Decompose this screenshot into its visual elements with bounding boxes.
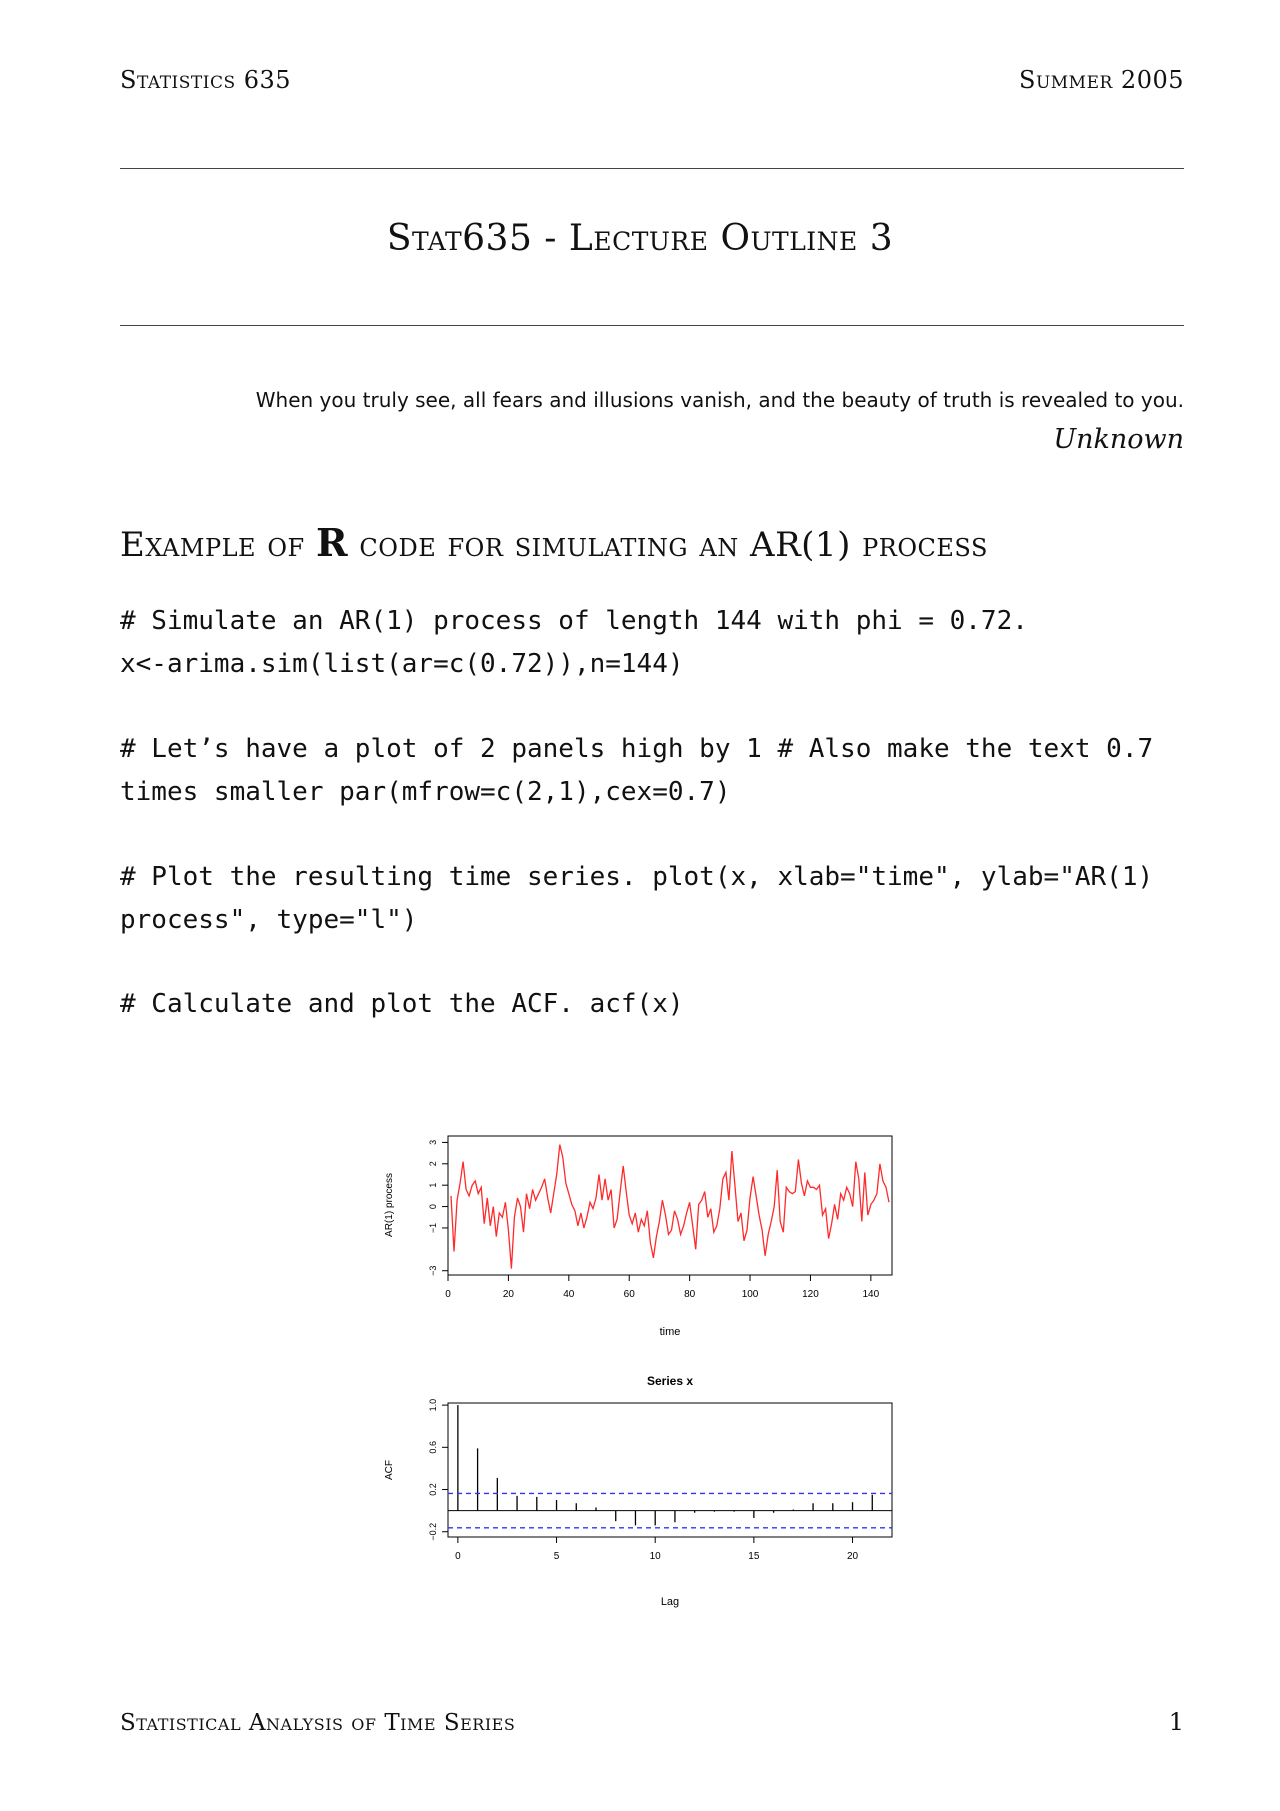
y-axis-label: ACF [384,1460,395,1480]
y-tick-label: −3 [428,1265,438,1276]
ar1-time-series-plot [380,1128,940,1358]
x-tick-label: 60 [623,1289,635,1300]
y-tick-label: 0.2 [428,1483,438,1496]
y-tick-label: 2 [428,1161,438,1167]
header-course: Statistics 635 [120,66,292,94]
top-rule [120,168,1184,169]
acf-plot [380,1360,940,1610]
y-tick-label: 0 [428,1204,438,1210]
y-axis-label: AR(1) process [384,1173,395,1237]
page-title: Stat635 - Lecture Outline 3 [386,218,894,259]
y-tick-label: 1.0 [428,1398,438,1412]
x-tick-label: 5 [553,1551,560,1562]
x-tick-label: 10 [649,1551,661,1562]
x-axis-label: Lag [660,1596,680,1608]
header-term: Summer 2005 [1019,66,1184,94]
x-axis-label: time [659,1326,681,1338]
y-tick-label: −0.2 [428,1522,438,1541]
acf-title: Series x [646,1374,694,1388]
code-block-3: # Plot the resulting time series. plot(x, xlab="time", ylab="AR(1) process", type="l") [120,862,1154,935]
code-block-4: # Calculate and plot the ACF. acf(x) [120,989,684,1019]
y-tick-label: 3 [428,1139,438,1145]
code-block-2: # Let’s have a plot of 2 panels high by 1 # Also make the text 0.7 times smaller par(mfrow=c(2,1),cex=0.7) [120,734,1154,807]
x-tick-label: 15 [748,1551,760,1562]
page-number: 1 [1168,1708,1184,1736]
x-tick-label: 40 [563,1289,575,1300]
section-heading-r: R [316,520,349,565]
y-tick-label: 0.6 [428,1441,438,1454]
x-tick-label: 120 [802,1289,819,1300]
quote-text: When you truly see, all fears and illusions vanish, and the beauty of truth is revealed to you. [255,388,1184,412]
x-tick-label: 140 [862,1289,880,1300]
x-tick-label: 20 [502,1289,514,1300]
y-tick-label: −1 [428,1222,438,1234]
x-tick-label: 100 [741,1289,759,1300]
section-heading-post: code for simulating an AR(1) process [348,525,988,565]
quote-author: Unknown [1053,424,1184,455]
x-tick-label: 0 [445,1289,451,1300]
plot-frame [448,1136,892,1275]
series-line [451,1145,889,1269]
section-heading-pre: Example of [120,525,317,565]
x-tick-label: 80 [684,1289,696,1300]
x-tick-label: 20 [846,1551,859,1562]
x-tick-label: 0 [455,1551,461,1562]
section-heading [120,520,988,565]
y-tick-label: 1 [428,1182,438,1188]
footer-course-name: Statistical Analysis of Time Series [120,1710,516,1736]
title-rule [120,325,1184,326]
code-block-1: # Simulate an AR(1) process of length 144 with phi = 0.72. x<-arima.sim(list(ar=c(0.72)),n=144) [120,606,1028,679]
plot-frame [448,1403,892,1537]
